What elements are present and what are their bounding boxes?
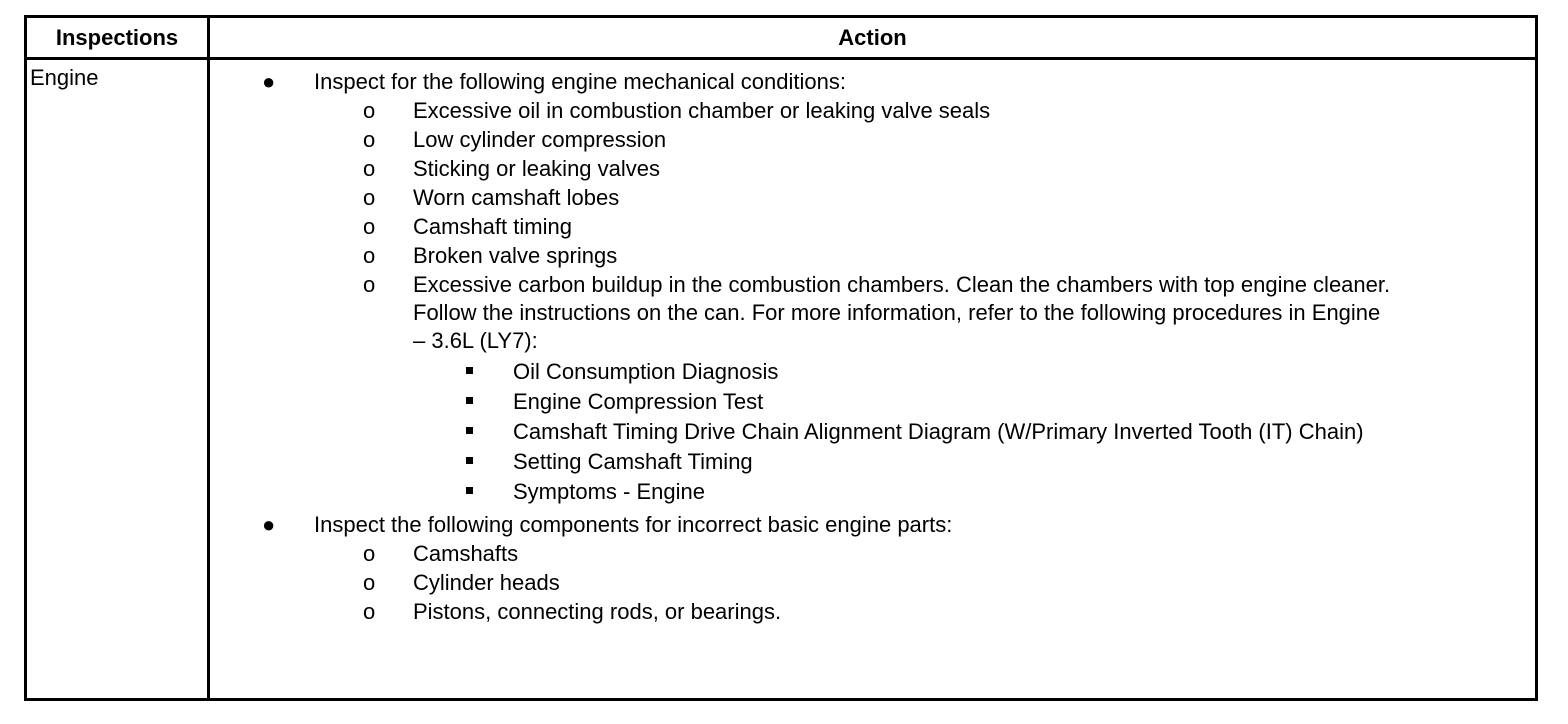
square-bullet bbox=[466, 367, 473, 374]
circle-bullet: o bbox=[363, 272, 376, 297]
header-inspections: Inspections bbox=[55, 25, 179, 50]
bullet-dot: ● bbox=[262, 512, 276, 537]
list-item: Sticking or leaking valves bbox=[413, 156, 661, 181]
bullet-dot: ● bbox=[262, 69, 276, 94]
bullet-text: Inspect the following components for incorrect basic engine parts: bbox=[314, 512, 953, 537]
circle-bullet: o bbox=[363, 243, 376, 268]
carbon-line-3: – 3.6L (LY7): bbox=[413, 328, 538, 353]
header-divider bbox=[27, 57, 1535, 60]
circle-bullet: o bbox=[363, 98, 376, 123]
list-item: Low cylinder compression bbox=[413, 127, 667, 152]
circle-bullet: o bbox=[363, 127, 376, 152]
circle-bullet: o bbox=[363, 156, 376, 181]
list-item: Worn camshaft lobes bbox=[413, 185, 620, 210]
procedure-item: Engine Compression Test bbox=[513, 389, 764, 414]
square-bullet bbox=[466, 457, 473, 464]
list-item: Pistons, connecting rods, or bearings. bbox=[413, 599, 782, 624]
circle-bullet: o bbox=[363, 185, 376, 210]
bullet-text: Inspect for the following engine mechanical conditions: bbox=[314, 69, 846, 94]
list-item: Excessive oil in combustion chamber or leaking valve seals bbox=[413, 98, 991, 123]
column-divider bbox=[207, 18, 210, 698]
list-item: Broken valve springs bbox=[413, 243, 618, 268]
carbon-line-1: Excessive carbon buildup in the combustion chambers. Clean the chambers with top engine cleaner. bbox=[413, 272, 1391, 297]
inspection-cell: Engine bbox=[30, 65, 99, 90]
procedure-item: Symptoms - Engine bbox=[513, 479, 705, 504]
list-item: Cylinder heads bbox=[413, 570, 560, 595]
procedure-item: Oil Consumption Diagnosis bbox=[513, 359, 779, 384]
procedure-item: Setting Camshaft Timing bbox=[513, 449, 753, 474]
circle-bullet: o bbox=[363, 570, 376, 595]
list-item: Camshaft timing bbox=[413, 214, 572, 239]
list-item: Camshafts bbox=[413, 541, 519, 566]
square-bullet bbox=[466, 427, 473, 434]
square-bullet bbox=[466, 397, 473, 404]
circle-bullet: o bbox=[363, 214, 376, 239]
header-action: Action bbox=[838, 25, 907, 50]
circle-bullet: o bbox=[363, 541, 376, 566]
square-bullet bbox=[466, 487, 473, 494]
circle-bullet: o bbox=[363, 599, 376, 624]
carbon-line-2: Follow the instructions on the can. For more information, refer to the following procedures in Engine bbox=[413, 300, 1381, 325]
procedure-item: Camshaft Timing Drive Chain Alignment Diagram (W/Primary Inverted Tooth (IT) Chain) bbox=[513, 419, 1364, 444]
